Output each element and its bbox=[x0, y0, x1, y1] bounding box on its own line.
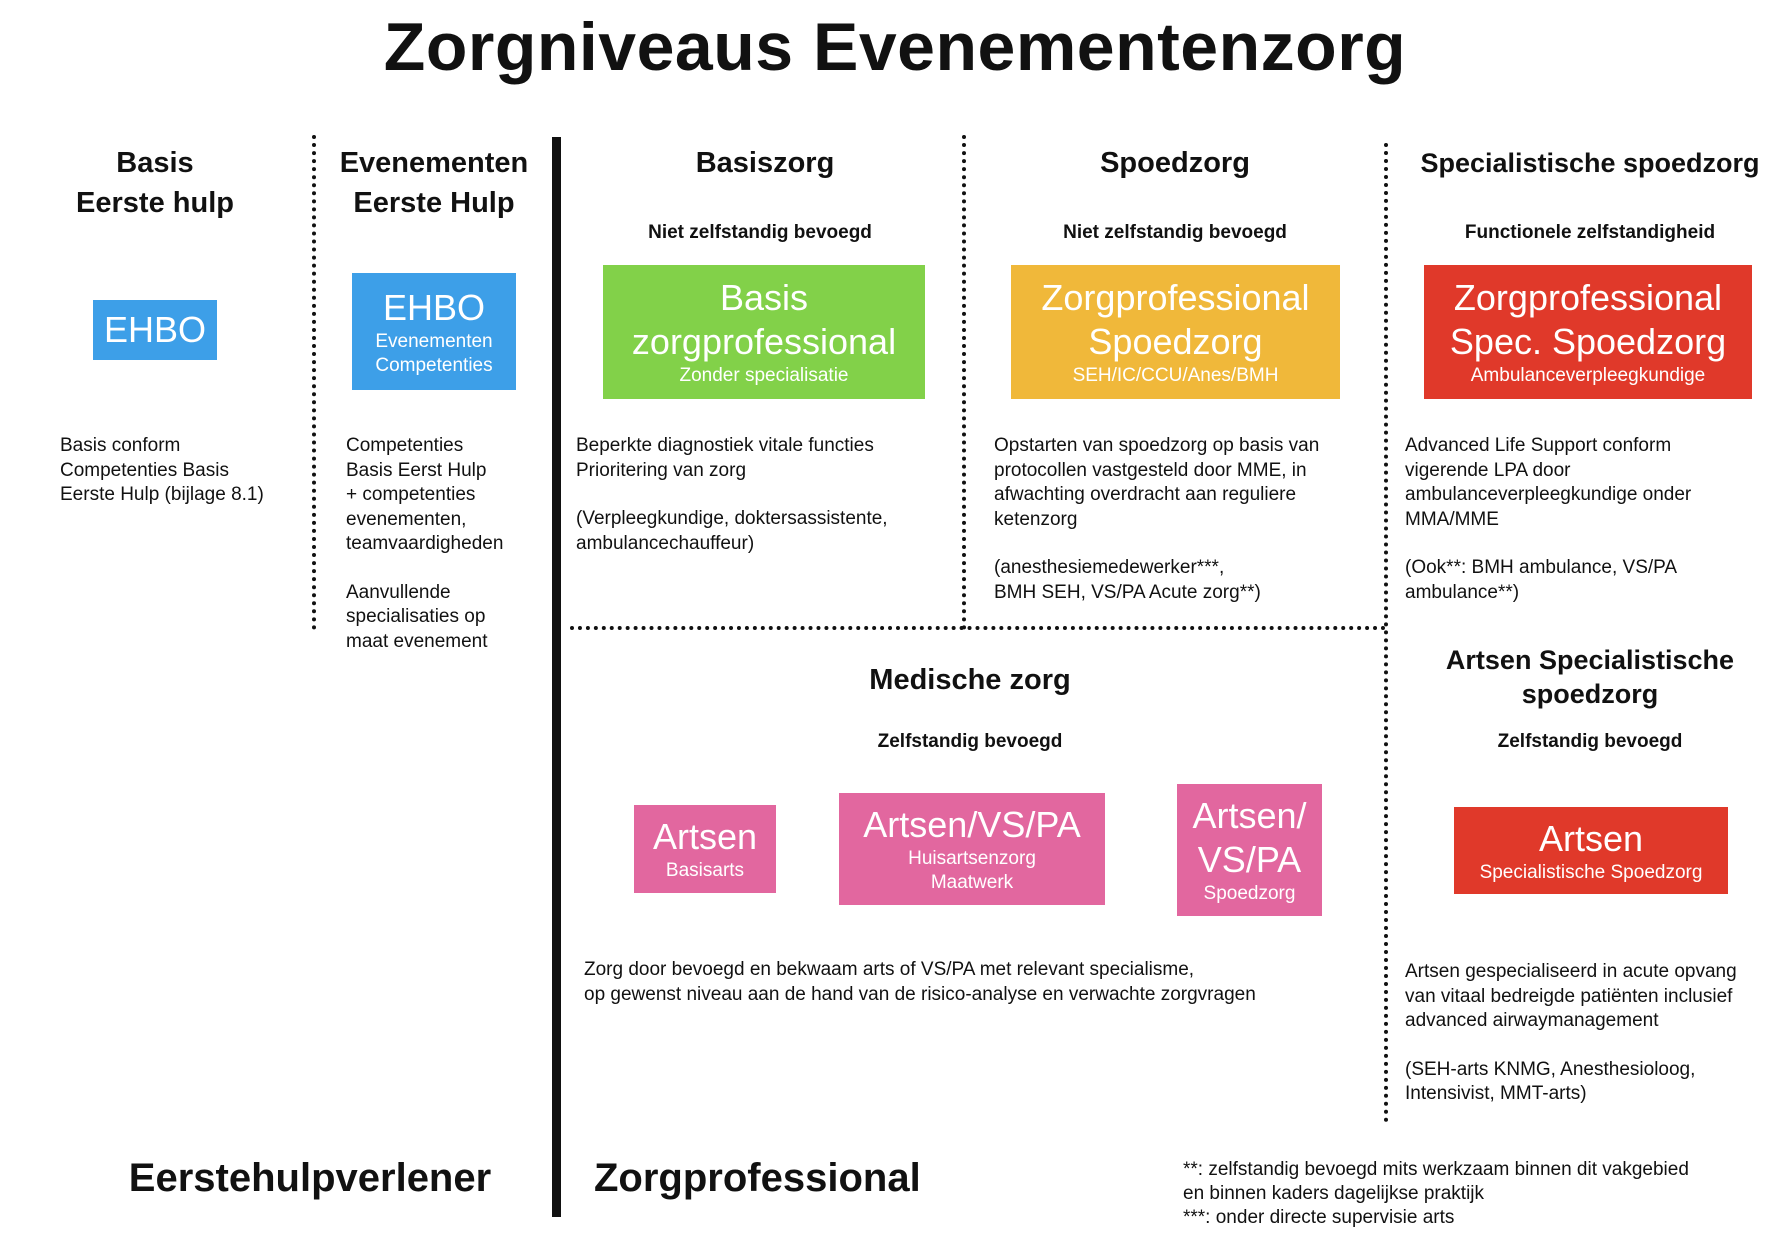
sub-artsen-specialistische-spoedzorg: Zelfstandig bevoegd bbox=[1497, 731, 1683, 752]
box-ehbo-basis: EHBO bbox=[93, 300, 217, 360]
box-basis-zorgprofessional: Basis zorgprofessional Zonder specialisatie bbox=[603, 265, 925, 399]
desc-specialistische-spoedzorg: Advanced Life Support conform vigerende LPA door ambulanceverpleegkundige onder MMA/MME (Ook**: BMH ambulance, VS/PA ambulance**) bbox=[1405, 435, 1692, 603]
section-head-medische-zorg: Medische zorg bbox=[869, 664, 1071, 696]
desc-evenementen-eerste-hulp: Competenties Basis Eerst Hulp + competenties evenementen, teamvaardigheden Aanvullende specialisaties op maat evenement bbox=[346, 435, 504, 652]
column-head-specialistische-spoedzorg: Specialistische spoedzorg bbox=[1420, 148, 1760, 178]
desc-basiszorg: Beperkte diagnostiek vitale functies Prioritering van zorg (Verpleegkundige, doktersassistente, ambulancechauffeur) bbox=[576, 435, 888, 554]
sub-medische-zorg: Zelfstandig bevoegd bbox=[877, 731, 1063, 752]
sub-spoedzorg: Niet zelfstandig bevoegd bbox=[1063, 222, 1287, 243]
divider-basis-evenementen bbox=[312, 135, 316, 630]
column-head-basis-eerste-hulp: Basis Eerste hulp bbox=[76, 147, 234, 219]
box-ehbo-evenementen: EHBO Evenementen Competenties bbox=[352, 273, 516, 390]
column-head-spoedzorg: Spoedzorg bbox=[1100, 147, 1250, 179]
column-head-basiszorg: Basiszorg bbox=[695, 147, 835, 179]
page-title: Zorgniveaus Evenementenzorg bbox=[383, 9, 1407, 85]
sub-specialistische-spoedzorg: Functionele zelfstandigheid bbox=[1464, 222, 1716, 243]
box-artsen-basisarts: Artsen Basisarts bbox=[634, 805, 776, 893]
box-artsen-vs-pa-spoedzorg: Artsen/ VS/PA Spoedzorg bbox=[1177, 784, 1322, 916]
divider-basiszorg-spoedzorg bbox=[962, 135, 966, 630]
divider-spoedzorg-spec bbox=[1384, 143, 1388, 1123]
box-artsen-vs-pa-huisartsenzorg: Artsen/VS/PA Huisartsenzorg Maatwerk bbox=[839, 793, 1105, 905]
column-head-evenementen-eerste-hulp: Evenementen Eerste Hulp bbox=[339, 147, 529, 219]
section-head-artsen-specialistische-spoedzorg: Artsen Specialistische spoedzorg bbox=[1445, 645, 1735, 709]
box-zorgprofessional-spoedzorg: Zorgprofessional Spoedzorg SEH/IC/CCU/Anes/BMH bbox=[1011, 265, 1340, 399]
sub-basiszorg: Niet zelfstandig bevoegd bbox=[648, 222, 872, 243]
box-zorgprofessional-spec-spoedzorg: Zorgprofessional Spec. Spoedzorg Ambulanceverpleegkundige bbox=[1424, 265, 1752, 399]
desc-artsen-specialistische-spoedzorg: Artsen gespecialiseerd in acute opvang van vitaal bedreigde patiënten inclusief advanced airwaymanagement (SEH-arts KNMG, Anesthesioloog, Intensivist, MMT-arts) bbox=[1405, 961, 1737, 1104]
footer-label-eerstehulpverlener: Eerstehulpverlener bbox=[128, 1156, 492, 1200]
divider-eerstehulp-zorgprofessional bbox=[552, 137, 561, 1217]
footer-label-zorgprofessional: Zorgprofessional bbox=[594, 1156, 921, 1200]
footnotes: **: zelfstandig bevoegd mits werkzaam binnen dit vakgebied en binnen kaders dagelijkse praktijk ***: onder directe supervisie arts bbox=[1183, 1159, 1689, 1228]
desc-spoedzorg: Opstarten van spoedzorg op basis van protocollen vastgesteld door MME, in afwachting overdracht aan reguliere ketenzorg (anesthesiemedewerker***, BMH SEH, VS/PA Acute zorg**) bbox=[994, 435, 1320, 603]
box-artsen-specialistische-spoedzorg: Artsen Specialistische Spoedzorg bbox=[1454, 807, 1728, 894]
desc-medische-zorg: Zorg door bevoegd en bekwaam arts of VS/PA met relevant specialisme, op gewenst niveau aan de hand van de risico-analyse en verwachte zorgvragen bbox=[584, 959, 1256, 1005]
desc-basis-eerste-hulp: Basis conform Competenties Basis Eerste Hulp (bijlage 8.1) bbox=[60, 435, 264, 505]
